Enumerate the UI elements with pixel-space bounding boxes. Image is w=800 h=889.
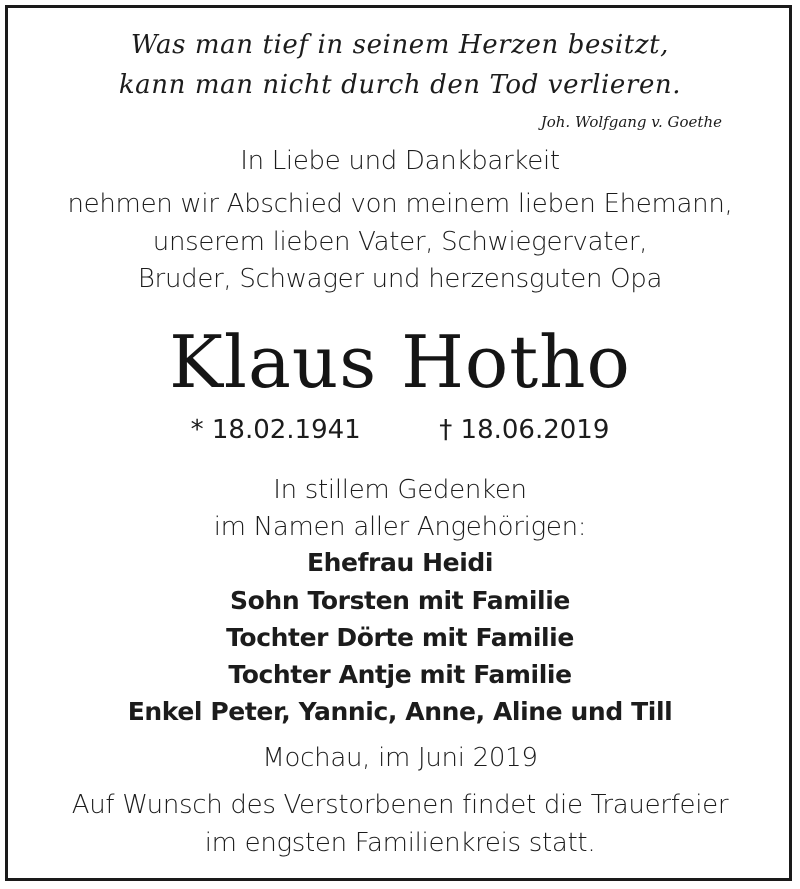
family-member: Tochter Antje mit Familie <box>228 660 572 689</box>
death-date: † 18.06.2019 <box>439 415 610 445</box>
place-and-date: Mochau, im Juni 2019 <box>262 743 538 773</box>
intro-line-2: nehmen wir Abschied von meinem lieben Ehemann, <box>67 189 733 219</box>
family-member: Ehefrau Heidi <box>306 548 494 577</box>
intro-line-3: unserem lieben Vater, Schwiegervater, <box>152 227 648 257</box>
quote-line-2: kann man nicht durch den Tod verlieren. <box>118 70 682 100</box>
quote-line-1: Was man tief in seinem Herzen besitzt, <box>130 30 670 60</box>
notice-line-2: im engsten Familienkreis statt. <box>204 828 596 858</box>
intro-line-1: In Liebe und Dankbarkeit <box>240 146 560 176</box>
family-member: Sohn Torsten mit Familie <box>230 586 570 615</box>
family-member: Enkel Peter, Yannic, Anne, Aline und Till <box>127 697 673 726</box>
memorial-line-1: In stillem Gedenken <box>273 475 527 505</box>
notice-line-1: Auf Wunsch des Verstorbenen findet die Trauerfeier <box>71 790 729 820</box>
memorial-line-2: im Namen aller Angehörigen: <box>213 512 587 542</box>
birth-date: * 18.02.1941 <box>190 415 361 445</box>
life-dates <box>0 415 800 445</box>
family-member: Tochter Dörte mit Familie <box>226 623 574 652</box>
intro-line-4: Bruder, Schwager und herzensguten Opa <box>137 264 663 294</box>
deceased-name: Klaus Hotho <box>169 320 631 404</box>
quote-author: Joh. Wolfgang v. Goethe <box>540 113 722 131</box>
